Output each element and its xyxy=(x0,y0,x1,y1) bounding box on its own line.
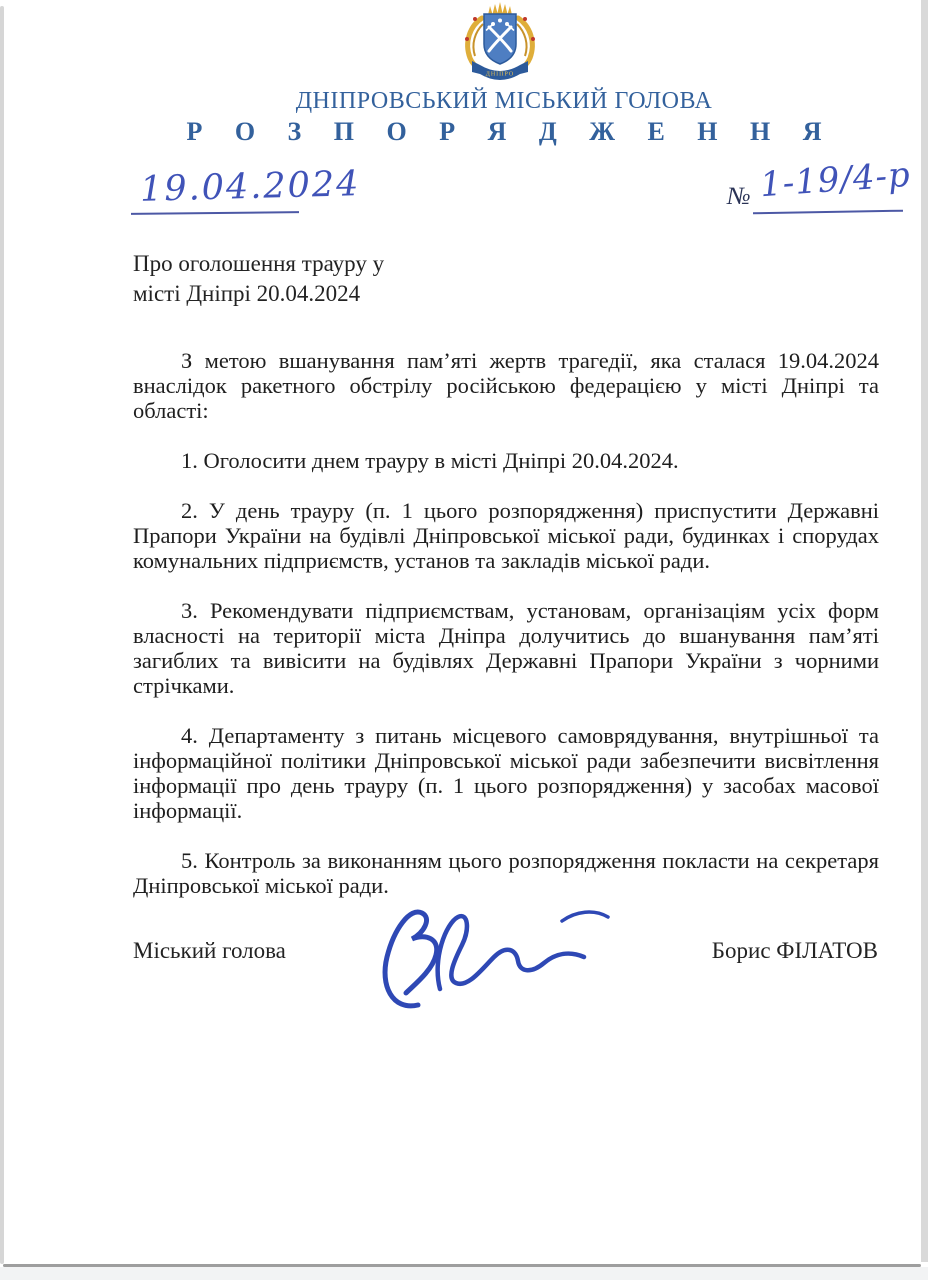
paragraph-preamble: З метою вшанування пам’яті жертв трагедії, яка сталася 19.04.2024 внаслідок ракетного обстрілу російською федерацією у місті Дніпрі та області: xyxy=(133,348,879,423)
handwritten-number: 1-19/4-р xyxy=(758,154,912,206)
signer-name: Борис ФІЛАТОВ xyxy=(711,938,878,963)
handwritten-date: 19.04.2024 xyxy=(139,164,361,210)
paragraph-item-4: 4. Департаменту з питань місцевого самоврядування, внутрішньої та інформаційної політики Дніпровської міської ради забезпечити висвітлення інформації про день трауру (п. 1 цього розпорядження) у засобах масової інформації. xyxy=(133,723,879,823)
dnipro-coat-of-arms-icon xyxy=(452,2,548,86)
document-subject xyxy=(133,249,513,309)
signer-position: Міський голова xyxy=(133,938,286,963)
paragraph-item-2: 2. У день трауру (п. 1 цього розпорядження) приспустити Державні Прапори України на будівлі Дніпровської міської ради, будинках і спорудах комунальних підприємств, установ та закладів міської ради. xyxy=(133,498,879,573)
page-edge-bottom-area xyxy=(0,1267,928,1280)
paragraph-item-1: 1. Оголосити днем трауру в місті Дніпрі 20.04.2024. xyxy=(181,448,679,473)
doc-type-title: Р О З П О Р Я Д Ж Е Н Н Я xyxy=(186,117,835,146)
number-underline xyxy=(753,210,903,215)
number-sign: № xyxy=(727,183,751,210)
document-body xyxy=(133,348,879,923)
subject-line-1: Про оголошення трауру у xyxy=(133,251,385,276)
org-title: ДНІПРОВСЬКИЙ МІСЬКИЙ ГОЛОВА xyxy=(295,88,713,114)
subject-line-2: місті Дніпрі 20.04.2024 xyxy=(133,281,361,306)
signature-scribble xyxy=(362,893,638,1011)
paragraph-item-5: 5. Контроль за виконанням цього розпорядження покласти на секретаря Дніпровської міської ради. xyxy=(133,848,879,898)
page-edge-left xyxy=(0,6,4,1264)
emblem-ribbon-text: ДНІПРО xyxy=(485,71,515,78)
paragraph-item-3: 3. Рекомендувати підприємствам, установам, організаціям усіх форм власності на території міста Дніпра долучитись до вшанування пам’яті загиблих та вивісити на будівлях Державні Прапори України з чорними стрічками. xyxy=(133,598,879,698)
date-underline xyxy=(131,211,299,215)
page-edge-right xyxy=(921,0,928,1262)
